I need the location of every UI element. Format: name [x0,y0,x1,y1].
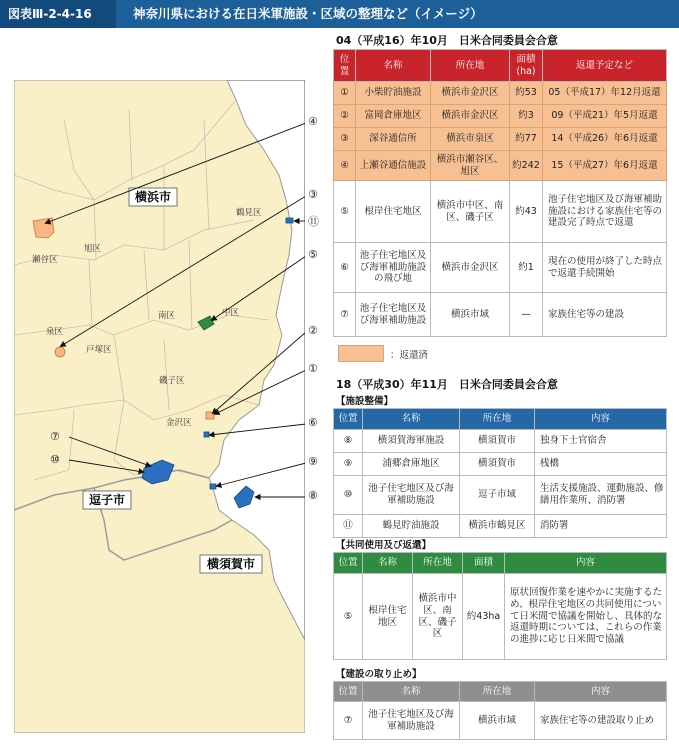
label-izumi: 泉区 [46,327,64,337]
label-seya: 瀬谷区 [32,255,58,265]
figure-header [0,0,679,28]
table-row: ① 小柴貯油施設 横浜市金沢区 約53 05（平成17）年12月返還 [334,82,667,105]
kanagawa-map [14,80,305,733]
section2-title: 18（平成30）年11月 日米合同委員会合意 [336,378,558,391]
col-position: 位置 [334,50,356,82]
table-row: ⑨ 浦郷倉庫地区 横須賀市 桟橋 [334,453,667,476]
table-row: ⑧ 横須賀海軍施設 横須賀市 独身下士官宿舎 [334,430,667,453]
facility-9-urago [210,484,216,489]
marker-1: ① [308,362,318,375]
marker-8: ⑧ [308,489,318,502]
col-name: 名称 [356,50,431,82]
table-row: ⑩ 池子住宅地区及び海軍補助施設 逗子市域 生活支援施設、運動施設、修繕用作業所、消防署 [334,476,667,515]
figure-title: 神奈川県における在日米軍施設・区域の整理など（イメージ） [133,6,483,21]
marker-5: ⑤ [308,248,318,261]
col-location: 所在地 [431,50,510,82]
agreement-2004-table [333,49,667,337]
marker-6: ⑥ [308,416,318,429]
table-row: ⑥ 池子住宅地区及び海軍補助施設の飛び地 横浜市金沢区 約1 現在の使用が終了した時点で返還手続開始 [334,243,667,293]
marker-2: ② [308,324,318,337]
facility-11-tsurumi [286,218,293,223]
table-row: ② 富岡倉庫地区 横浜市金沢区 約3 09（平成21）年5月返還 [334,105,667,128]
table-row: ④ 上瀬谷通信施設 横浜市瀬谷区、旭区 約242 15（平成27）年6月返還 [334,151,667,181]
marker-10: ⑩ [50,453,60,466]
table-row: ⑤ 根岸住宅地区 横浜市中区、南区、磯子区 約43ha 原状回復作業を速やかに実施するため、根岸住宅地区の共同使用について日米間で協議を開始し、具体的な返還時期については、これらの作業の進捗に応じ日米間で協議 [334,574,667,660]
marker-4: ④ [308,115,318,128]
table-row: ③ 深谷通信所 横浜市泉区 約77 14（平成26）年6月返還 [334,128,667,151]
marker-3: ③ [308,188,318,201]
facility-2-tomioka [206,412,214,419]
table-row: ⑪ 鶴見貯油施設 横浜市鶴見区 消防署 [334,515,667,538]
legend-returned-label: ：返還済 [390,350,429,361]
table-row: ⑦ 池子住宅地区及び海軍補助施設 横浜市域 — 家族住宅等の建設 [334,293,667,337]
label-asahi: 旭区 [84,244,102,254]
facilities-table: 位置 名称 所在地 内容 ⑧ 横須賀海軍施設 横須賀市 独身下士官宿舎 ⑨ 浦郷倉庫地区 横須賀市 桟橋 ⑩ 池子住宅地区及び海軍補助施設 逗子市域 生活支援施設、運動施設、修繕用作業所、消防署 ⑪ 鶴見貯油施設 横浜市鶴見区 消防署 [333,408,667,538]
cancel-subtitle: 【建設の取り止め】 [336,669,422,680]
label-yokosuka: 横須賀市 [206,557,256,571]
cancel-table: 位置 名称 所在地 内容 ⑦ 池子住宅地区及び海軍補助施設 横浜市域 家族住宅等の建設取り止め [333,681,667,740]
label-totsuka: 戸塚区 [86,345,112,355]
marker-9: ⑨ [308,455,318,468]
label-naka: 中区 [222,308,240,318]
label-isogo: 磯子区 [159,376,185,386]
label-zushi: 逗子市 [88,493,126,507]
table-row: ⑤ 根岸住宅地区 横浜市中区、南区、磯子区 約43 池子住宅地区及び海軍補助施設における家族住宅等の建設完了時点で返還 [334,181,667,243]
legend-returned-swatch [338,345,384,362]
facility-6-enclave [204,432,209,437]
joint-use-table: 位置 名称 所在地 面積 内容 ⑤ 根岸住宅地区 横浜市中区、南区、磯子区 約43ha 原状回復作業を速やかに実施するため、根岸住宅地区の共同使用について日米間で協議を開始し、具体的な返還時期については、これらの作業の進捗に応じ日米間で協議 [333,552,667,660]
table-row: ⑦ 池子住宅地区及び海軍補助施設 横浜市域 家族住宅等の建設取り止め [334,702,667,740]
section1-title: 04（平成16）年10月 日米合同委員会合意 [336,34,558,47]
marker-11: ⑪ [308,215,319,228]
joint-use-subtitle: 【共同使用及び返還】 [336,540,432,551]
marker-7: ⑦ [50,430,60,443]
col-plan: 返還予定など [543,50,667,82]
label-minami: 南区 [158,311,176,321]
col-area: 面積(ha) [510,50,543,82]
label-kanazawa: 金沢区 [166,418,192,428]
facility-3-fukaya [55,347,65,357]
facilities-subtitle: 【施設整備】 [336,396,394,407]
figure-number: 図表Ⅲ-2-4-16 [0,0,116,28]
label-tsurumi: 鶴見区 [236,208,262,218]
label-yokohama: 横浜市 [134,190,172,204]
